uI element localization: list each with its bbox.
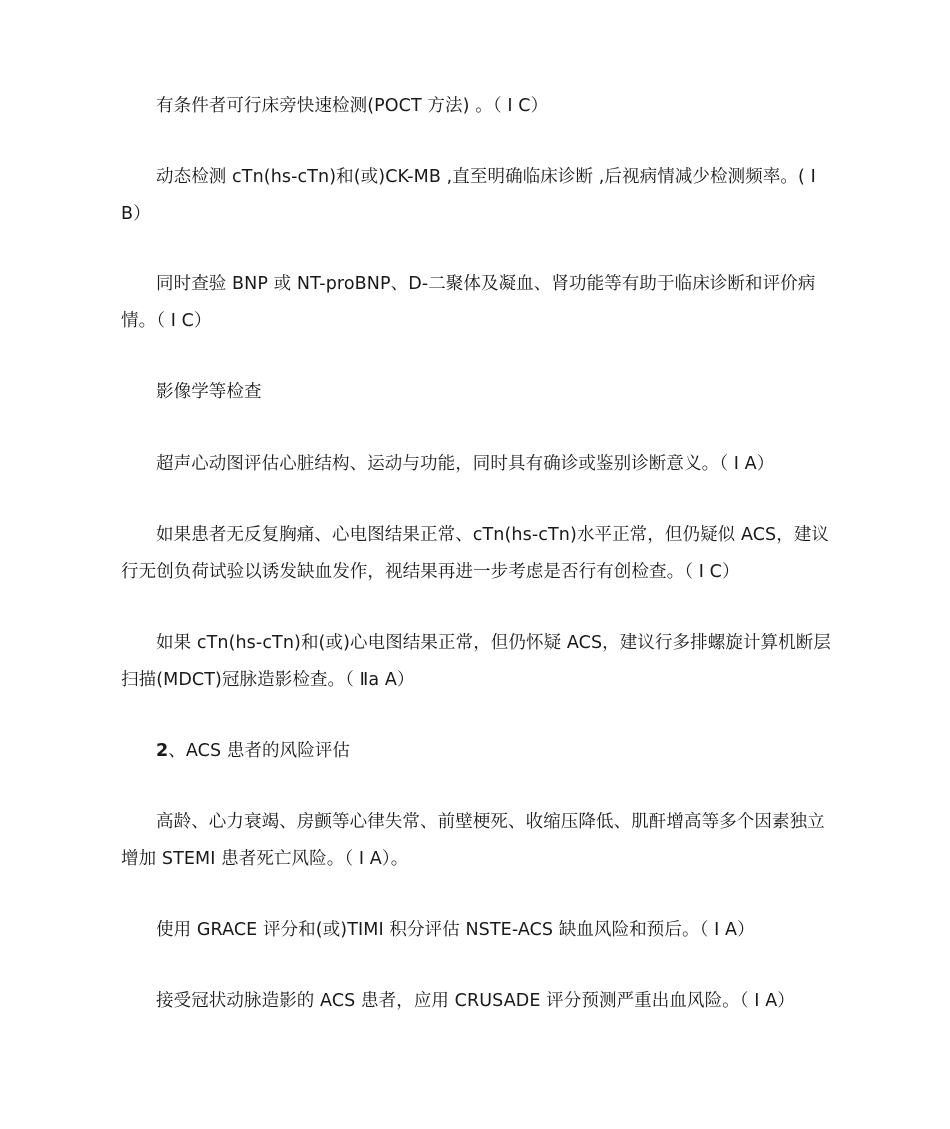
subheading-imaging: 影像学等检查 (156, 382, 262, 402)
paragraph-mdct: 如果 cTn(hs-cTn)和(或)心电图结果正常，但仍怀疑 ACS，建议行多排螺旋计算机断层扫描(MDCT)冠脉造影检查。（ Ⅱa A） (121, 633, 831, 690)
section-title: 、ACS 患者的风险评估 (168, 741, 351, 761)
paragraph-grace: 使用 GRACE 评分和(或)TIMI 积分评估 NSTE-ACS 缺血风险和预后。（ Ⅰ A） (156, 920, 755, 940)
section-number: 2 (156, 741, 169, 761)
paragraph-stemi-risk: 高龄、心力衰竭、房颤等心律失常、前壁梗死、收缩压降低、肌酐增高等多个因素独立增加 STEMI 患者死亡风险。（ Ⅰ A）。 (121, 812, 825, 869)
paragraph-poct: 有条件者可行床旁快速检测(POCT 方法) 。（ Ⅰ C） (156, 96, 549, 116)
paragraph-dynamic-ctn: 动态检测 cTn(hs-cTn)和(或)CK-MB ,直至明确临床诊断 ,后视病情减少检测频率。( Ⅰ B） (121, 167, 816, 224)
paragraph-stress-test: 如果患者无反复胸痛、心电图结果正常、cTn(hs-cTn)水平正常，但仍疑似 ACS，建议行无创负荷试验以诱发缺血发作，视结果再进一步考虑是否行有创检查。（ Ⅰ C） (121, 525, 830, 582)
section-heading-risk (156, 733, 350, 770)
paragraph-bnp: 同时查验 BNP 或 NT-proBNP、D-二聚体及凝血、肾功能等有助于临床诊断和评价病情。（ Ⅰ C） (121, 274, 816, 331)
paragraph-crusade: 接受冠状动脉造影的 ACS 患者，应用 CRUSADE 评分预测严重出血风险。（ Ⅰ A） (156, 991, 795, 1011)
paragraph-echo: 超声心动图评估心脏结构、运动与功能，同时具有确诊或鉴别诊断意义。（ Ⅰ A） (156, 454, 775, 474)
